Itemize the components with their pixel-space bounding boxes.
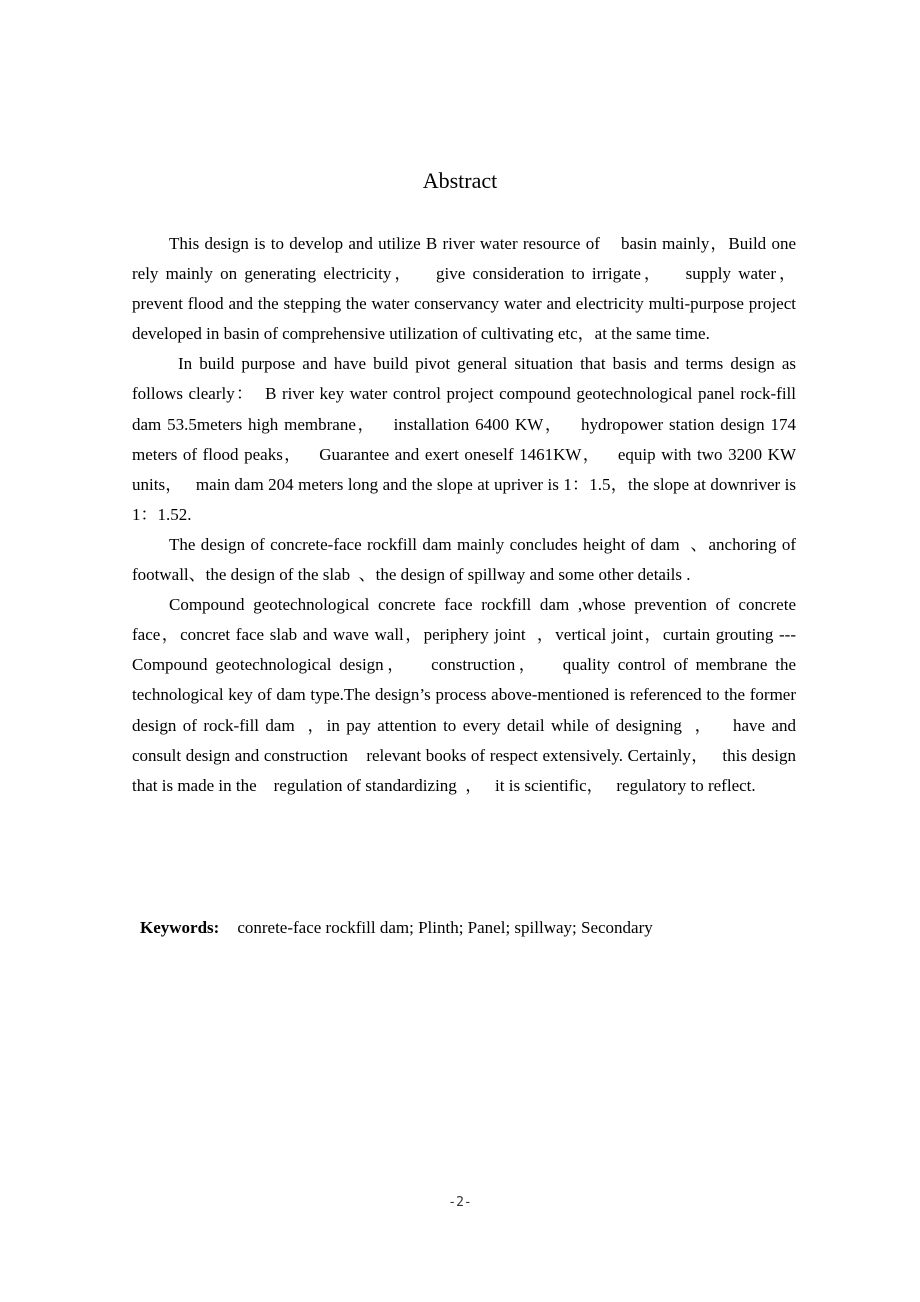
abstract-body xyxy=(132,229,809,801)
keywords-label: Keywords: xyxy=(140,918,220,937)
abstract-title: Abstract xyxy=(422,168,498,193)
abstract-paragraph-1: This design is to develop and utilize B river water resource of basin mainly，Build one rely mainly on generating electricity， give consideration to irrigate， supply water， prevent flood and the stepping the water conservancy water and electricity multi-purpose project developed in basin of comprehensive utilization of cultivating etc，at the same time. xyxy=(132,234,809,344)
abstract-paragraph-3: The design of concrete-face rockfill dam mainly concludes height of dam 、anchoring of footwall、the design of the slab 、the design of spillway and some other details . xyxy=(132,534,801,585)
abstract-paragraph-2: In build purpose and have build pivot general situation that basis and terms design as follows clearly： B river key water control project compound geotechnological panel rock-fill dam 53.5meters high membrane， installation 6400 KW， hydropower station design 174 meters of flood peaks， Guarantee and exert oneself 1461KW， equip with two 3200 KW units， main dam 204 meters long and the slope at upriver is 1：1.5，the slope at downriver is 1：1.52. xyxy=(132,354,801,524)
keywords-text: conrete-face rockfill dam; Plinth; Panel; spillway; Secondary xyxy=(237,918,653,937)
abstract-paragraph-4: Compound geotechnological concrete face rockfill dam ,whose prevention of concrete face，concret face slab and wave wall，periphery joint ，vertical joint，curtain grouting ---Compound geotechnological design， construction， quality control of membrane the technological key of dam type.The design’s process above-mentioned is referenced to the former design of rock-fill dam ，in pay attention to every detail while of designing ， have and consult design and construction relevant books of respect extensively. Certainly， this design that is made in the regulation of standardizing ， it is scientific， regulatory to reflect. xyxy=(132,595,801,795)
keywords-line xyxy=(140,913,800,943)
page-number: -2- xyxy=(448,1195,472,1210)
